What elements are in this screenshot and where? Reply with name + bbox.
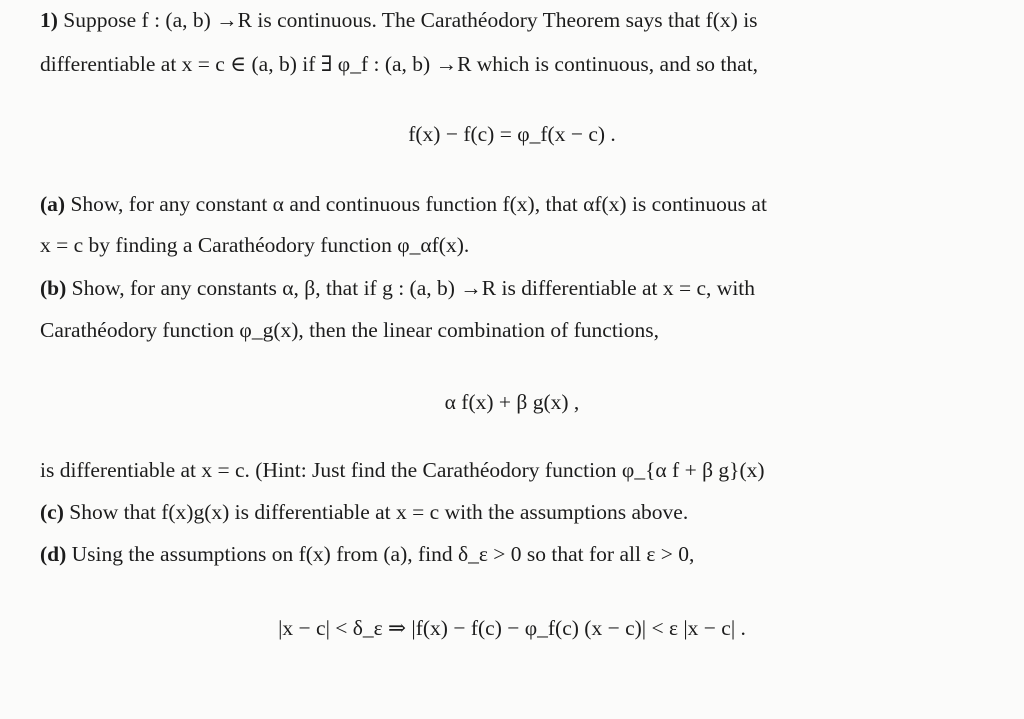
part-d-label: (d): [40, 542, 67, 566]
problem-number: 1): [40, 8, 58, 32]
part-c-line: [40, 498, 688, 526]
part-b-line-1: [40, 274, 755, 302]
part-b-text-1: Show, for any constants α, β, that if g : (a, b) →R is differentiable at x = c, with: [71, 276, 756, 300]
equation-epsilon-delta: |x − c| < δ_ε ⇒ |f(x) − f(c) − φ_f(c) (x − c)| < ε |x − c| .: [278, 616, 746, 640]
part-a-line-1: [40, 190, 767, 218]
part-a-label: (a): [40, 192, 66, 216]
part-c-text: Show that f(x)g(x) is differentiable at x = c with the assumptions above.: [69, 500, 689, 524]
equation-caratheodory: f(x) − f(c) = φ_f(x − c) .: [408, 122, 616, 146]
part-d-line: [40, 540, 694, 568]
part-c-label: (c): [40, 500, 64, 524]
part-b-line-2: Carathéodory function φ_g(x), then the linear combination of functions,: [40, 318, 660, 342]
problem-text-1: Suppose f : (a, b) →R is continuous. The Carathéodory Theorem says that f(x) is: [63, 8, 758, 32]
problem-line-1: [40, 6, 758, 34]
part-a-line-2: x = c by finding a Carathéodory function φ_αf(x).: [40, 233, 470, 257]
equation-linear-combination: α f(x) + β g(x) ,: [444, 390, 580, 414]
problem-line-2: differentiable at x = c ∈ (a, b) if ∃ φ_f : (a, b) →R which is continuous, and so that,: [40, 52, 759, 76]
part-a-text-1: Show, for any constant α and continuous function f(x), that αf(x) is continuous at: [70, 192, 767, 216]
part-b-label: (b): [40, 276, 67, 300]
part-b-line-3: is differentiable at x = c. (Hint: Just find the Carathéodory function φ_{α f + β g}(x): [40, 458, 765, 482]
part-d-text: Using the assumptions on f(x) from (a), find δ_ε > 0 so that for all ε > 0,: [71, 542, 695, 566]
